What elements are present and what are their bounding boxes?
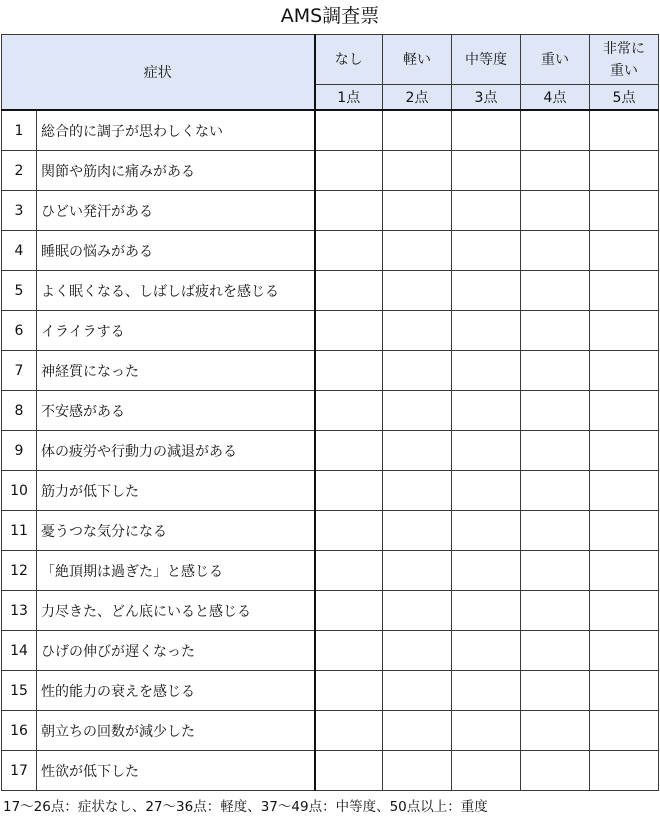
table-row [2,351,659,391]
row-number: 9 [2,431,37,471]
table-row [2,151,659,191]
symptom-text: 憂うつな気分になる [37,511,315,551]
score-cell[interactable] [452,351,521,391]
row-number: 13 [2,591,37,631]
table-row [2,711,659,751]
score-cell[interactable] [590,471,659,511]
score-cell[interactable] [315,671,383,711]
score-cell[interactable] [590,591,659,631]
symptom-text: 体の疲労や行動力の減退がある [37,431,315,471]
score-cell[interactable] [521,110,590,151]
table-row [2,271,659,311]
score-cell[interactable] [315,231,383,271]
points-header-2: 2点 [383,85,452,111]
row-number: 8 [2,391,37,431]
score-cell[interactable] [452,751,521,791]
score-cell[interactable] [590,231,659,271]
score-cell[interactable] [383,271,452,311]
score-cell[interactable] [452,271,521,311]
score-cell[interactable] [315,551,383,591]
table-row [2,671,659,711]
score-cell[interactable] [521,151,590,191]
row-number: 5 [2,271,37,311]
score-cell[interactable] [521,431,590,471]
score-cell[interactable] [383,751,452,791]
symptom-text: よく眠くなる、しばしば疲れを感じる [37,271,315,311]
score-cell[interactable] [590,431,659,471]
score-cell[interactable] [521,311,590,351]
score-cell[interactable] [452,110,521,151]
table-row [2,631,659,671]
table-row [2,471,659,511]
level-header-light: 軽い [383,35,452,85]
level-header-moderate: 中等度 [452,35,521,85]
scoring-legend: 17～26点：症状なし、27～36点：軽度、37～49点：中等度、50点以上：重度 [3,799,488,815]
row-number: 7 [2,351,37,391]
table-row [2,551,659,591]
level-header-very-heavy: 非常に重い [590,35,659,85]
symptom-text: 関節や筋肉に痛みがある [37,151,315,191]
level-header-heavy: 重い [521,35,590,85]
score-cell[interactable] [383,231,452,271]
score-cell[interactable] [590,751,659,791]
row-number: 17 [2,751,37,791]
score-cell[interactable] [521,631,590,671]
ams-table [1,34,659,791]
score-cell[interactable] [383,311,452,351]
symptom-header: 症状 [2,35,315,111]
row-number: 14 [2,631,37,671]
score-cell[interactable] [383,671,452,711]
symptom-text: 筋力が低下した [37,471,315,511]
symptom-text: 性欲が低下した [37,751,315,791]
score-cell[interactable] [521,551,590,591]
table-row [2,431,659,471]
score-cell[interactable] [452,631,521,671]
symptom-text: 総合的に調子が思わしくない [37,110,315,151]
score-cell[interactable] [383,191,452,231]
score-cell[interactable] [521,351,590,391]
score-cell[interactable] [452,551,521,591]
points-header-1: 1点 [315,85,383,111]
score-cell[interactable] [315,631,383,671]
score-cell[interactable] [590,311,659,351]
score-cell[interactable] [452,511,521,551]
score-cell[interactable] [521,271,590,311]
score-cell[interactable] [521,671,590,711]
score-cell[interactable] [383,631,452,671]
score-cell[interactable] [452,191,521,231]
score-cell[interactable] [315,271,383,311]
score-cell[interactable] [590,631,659,671]
score-cell[interactable] [315,391,383,431]
score-cell[interactable] [452,391,521,431]
level-header-none: なし [315,35,383,85]
score-cell[interactable] [590,110,659,151]
score-cell[interactable] [315,110,383,151]
table-row [2,110,659,151]
symptom-text: 不安感がある [37,391,315,431]
table-row [2,231,659,271]
row-number: 1 [2,110,37,151]
score-cell[interactable] [383,110,452,151]
symptom-text: 神経質になった [37,351,315,391]
score-cell[interactable] [315,191,383,231]
score-cell[interactable] [315,151,383,191]
row-number: 4 [2,231,37,271]
score-cell[interactable] [452,311,521,351]
row-number: 2 [2,151,37,191]
score-cell[interactable] [590,271,659,311]
points-header-3: 3点 [452,85,521,111]
score-cell[interactable] [383,511,452,551]
score-cell[interactable] [590,151,659,191]
score-cell[interactable] [521,391,590,431]
score-cell[interactable] [452,431,521,471]
score-cell[interactable] [521,231,590,271]
row-number: 11 [2,511,37,551]
symptom-text: 性的能力の衰えを感じる [37,671,315,711]
score-cell[interactable] [521,711,590,751]
table-row [2,511,659,551]
symptom-text: 力尽きた、どん底にいると感じる [37,591,315,631]
score-cell[interactable] [590,511,659,551]
symptom-text: イライラする [37,311,315,351]
table-row [2,591,659,631]
row-number: 6 [2,311,37,351]
symptom-text: 睡眠の悩みがある [37,231,315,271]
score-cell[interactable] [521,591,590,631]
score-cell[interactable] [383,591,452,631]
score-cell[interactable] [383,351,452,391]
score-cell[interactable] [383,711,452,751]
page-title: AMS調査票 [280,5,380,27]
score-cell[interactable] [315,511,383,551]
row-number: 3 [2,191,37,231]
row-number: 12 [2,551,37,591]
symptom-text: ひどい発汗がある [37,191,315,231]
score-cell[interactable] [521,751,590,791]
row-number: 16 [2,711,37,751]
score-cell[interactable] [452,711,521,751]
symptom-text: 朝立ちの回数が減少した [37,711,315,751]
score-cell[interactable] [452,151,521,191]
score-cell[interactable] [590,671,659,711]
symptom-text: ひげの伸びが遅くなった [37,631,315,671]
score-cell[interactable] [315,311,383,351]
row-number: 10 [2,471,37,511]
score-cell[interactable] [315,591,383,631]
symptom-text: 「絶頂期は過ぎた」と感じる [37,551,315,591]
score-cell[interactable] [452,591,521,631]
score-cell[interactable] [590,711,659,751]
row-number: 15 [2,671,37,711]
score-cell[interactable] [383,551,452,591]
score-cell[interactable] [521,471,590,511]
score-cell[interactable] [590,191,659,231]
score-cell[interactable] [315,711,383,751]
score-cell[interactable] [383,151,452,191]
table-row [2,311,659,351]
table-row [2,191,659,231]
score-cell[interactable] [315,471,383,511]
score-cell[interactable] [521,511,590,551]
score-cell[interactable] [383,431,452,471]
score-cell[interactable] [315,751,383,791]
score-cell[interactable] [315,351,383,391]
points-header-4: 4点 [521,85,590,111]
score-cell[interactable] [452,471,521,511]
score-cell[interactable] [590,351,659,391]
table-row [2,751,659,791]
score-cell[interactable] [590,391,659,431]
score-cell[interactable] [452,671,521,711]
points-header-5: 5点 [590,85,659,111]
score-cell[interactable] [521,191,590,231]
score-cell[interactable] [315,431,383,471]
score-cell[interactable] [590,551,659,591]
score-cell[interactable] [383,391,452,431]
table-row [2,391,659,431]
score-cell[interactable] [452,231,521,271]
score-cell[interactable] [383,471,452,511]
